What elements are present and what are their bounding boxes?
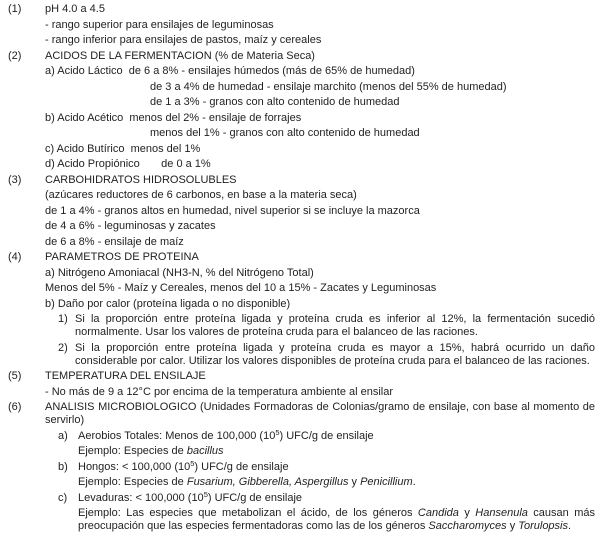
text-line: CARBOHIDRATOS HIDROSOLUBLES — [45, 173, 237, 186]
document-items — [8, 3, 595, 536]
list-item — [8, 3, 595, 50]
text-line: - rango inferior para ensilajes de pastos, maíz y cereales — [45, 34, 322, 46]
item-number: (3) — [8, 173, 22, 186]
text-line: TEMPERATURA DEL ENSILAJE — [45, 370, 206, 382]
text-line — [58, 489, 595, 505]
item-number: (5) — [8, 370, 22, 382]
list-item — [8, 50, 595, 174]
text-line: Ejemplo: Especies de bacillus — [78, 445, 224, 457]
superscript: 5 — [190, 458, 195, 468]
item-body — [45, 3, 595, 50]
line-text: Si la proporción entre proteína ligada y proteína cruda es inferior al 12%, la fermentación sucedió normalmente. Usar los valores de proteína cruda para el balanceo de las raciones. — [75, 313, 595, 338]
text-line: a) Nitrógeno Amoniacal (NH3-N, % del Nitrógeno Total) — [45, 266, 314, 279]
superscript: 5 — [275, 427, 280, 437]
item-body — [45, 370, 595, 401]
text-line — [58, 313, 595, 339]
superscript: 5 — [203, 489, 208, 499]
text-line: de 4 a 6% - leguminosas y zacates — [45, 220, 216, 232]
list-item — [8, 251, 595, 370]
text-line: pH 4.0 a 4.5 — [45, 3, 105, 15]
item-marker: b) — [58, 460, 68, 473]
list-item — [8, 174, 595, 252]
text-line: ACIDOS DE LA FERMENTACION (% de Materia Seca) — [45, 49, 315, 62]
text-line: de 3 a 4% de humedad - ensilaje marchito (menos del 55% de humedad) — [150, 80, 507, 93]
list-item — [8, 401, 595, 536]
text-line: de 1 a 3% - granos con alto contenido de humedad — [150, 96, 400, 108]
text-line — [58, 427, 595, 443]
text-line: Menos del 5% - Maíz y Cereales, menos del 10 a 15% - Zacates y Leguminosas — [45, 282, 437, 294]
item-body — [45, 401, 595, 536]
text-line: de 6 a 8% - ensilaje de maíz — [45, 235, 184, 248]
list-item — [8, 370, 595, 401]
line-text: Levaduras: < 100,000 $(10^5)$ UFC/g de ensilaje — [78, 489, 303, 504]
text-line: d) Acido Propiónico de 0 a 1% — [45, 158, 211, 170]
text-line: de 1 a 4% - granos altos en humedad, nivel superior si se incluye la mazorca — [45, 204, 420, 217]
text-line: Ejemplo: Especies de Fusarium, Gibberella, Aspergillus y Penicillium. — [78, 476, 416, 488]
text-line: - No más de 9 a 12°C por encima de la temperatura ambiente al ensilar — [45, 385, 394, 398]
item-marker: 1) — [58, 313, 68, 325]
text-line: c) Acido Butírico menos del 1% — [45, 142, 201, 155]
text-line: a) Acido Láctico de 6 a 8% - ensilajes húmedos (más de 65% de humedad) — [45, 65, 415, 77]
line-text: Aerobios Totales: Menos de 100,000 $(10^5)$ UFC/g de ensilaje — [78, 427, 374, 442]
text-line: PARAMETROS DE PROTEINA — [45, 251, 199, 263]
item-marker: c) — [58, 491, 68, 504]
line-text: Si la proporción entre proteína ligada y proteína cruda es mayor a 15%, habrá ocurrido un daño considerable por calor. Utilizar los valores disponibles de proteína cruda para el balanceo de las raciones. — [75, 341, 595, 367]
line-text: Hongos: < 100,000 $(10^5)$ UFC/g de ensilaje — [78, 458, 289, 473]
text-line: b) Acido Acético menos del 2% - ensilaje de forrajes — [45, 111, 302, 124]
text-line: - rango superior para ensilajes de leguminosas — [45, 18, 274, 31]
text-line: Ejemplo: Las especies que metabolizan el ácido, de los géneros Candida y Hansenula causan más preocupación que las especies fermentadoras como las de los géneros Saccharomyces y Torulopsis. — [78, 507, 595, 532]
item-number: (1) — [8, 3, 22, 15]
item-body — [45, 251, 595, 370]
item-marker: 2) — [58, 341, 68, 354]
item-number: (6) — [8, 401, 22, 413]
text-line: menos del 1% - granos con alto contenido de humedad — [150, 127, 420, 139]
item-body — [45, 50, 595, 174]
item-number: (4) — [8, 251, 22, 263]
item-marker: a) — [58, 429, 68, 442]
text-line — [58, 458, 595, 474]
text-line: (azúcares reductores de 6 carbonos, en base a la materia seca) — [45, 189, 357, 201]
text-line — [58, 342, 595, 368]
item-body — [45, 174, 595, 252]
text-line: ANALISIS MICROBIOLOGICO (Unidades Formadoras de Colonias/gramo de ensilaje, con base al momento de servirlo) — [45, 401, 595, 426]
text-line: b) Daño por calor (proteína ligada o no disponible) — [45, 297, 291, 310]
item-number: (2) — [8, 49, 22, 62]
